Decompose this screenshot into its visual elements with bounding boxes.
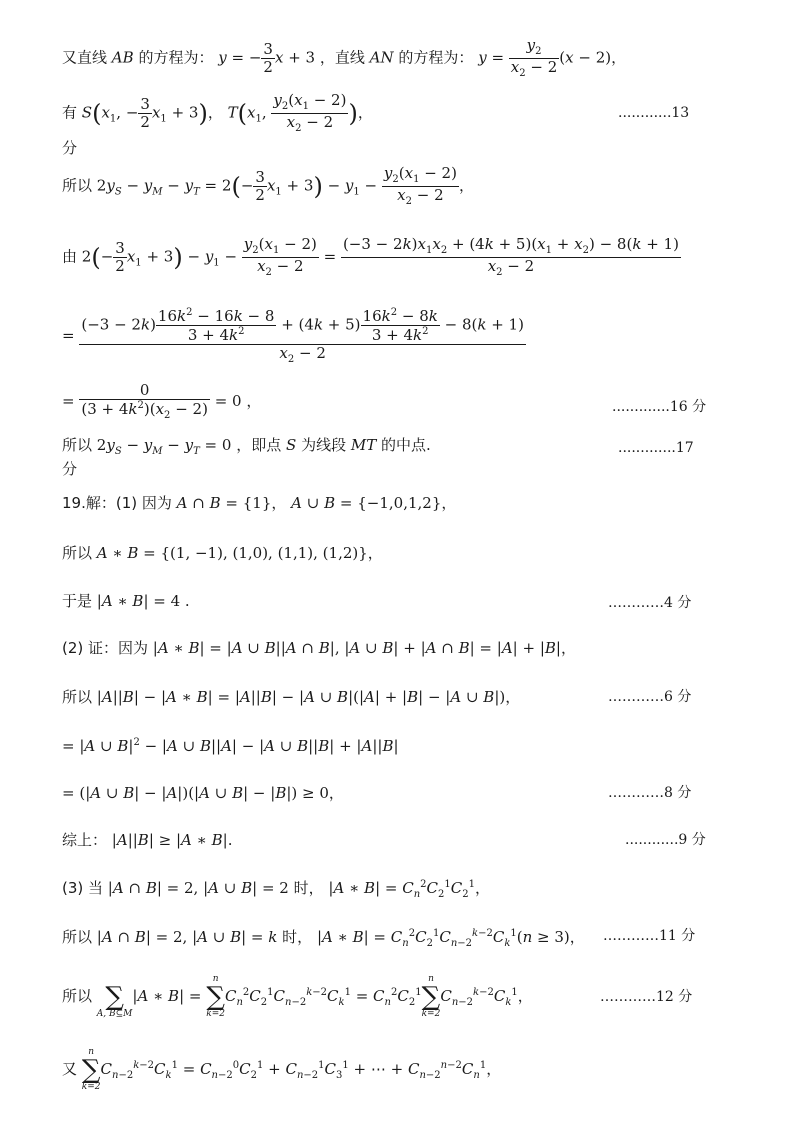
line-19-1: 19.解：(1) 因为 A ∩ B = {1}， A ∪ B = {−1,0,1,2}， xyxy=(62,494,457,512)
line-general-k: 所以 |A ∩ B| = 2, |A ∪ B| = k 时， |A ∗ $B| = C_n^2C_2^1C_{n-2}^{k-2}C_k^1(n \ge 3)$， xyxy=(62,928,585,949)
line-astar-b: 所以 A ∗ B = {(1, −1), (1,0), (1,1), (1,2)}， xyxy=(62,544,383,562)
line-expand: = |A ∪ $B|^2 - |A$ ∪ B||A| − |A ∪ B||B| + |A||B| xyxy=(62,737,399,755)
text: 所以 xyxy=(62,436,93,454)
text: 所以 xyxy=(62,544,93,562)
line-big-fraction: = (−3 − 2k) $\frac{16k^2 - 16k - 8}{3 + 4k^2}$ + (4k + 5) $\frac{16k^2 - 8k}{3 + 4k^2}$ − 8(k + 1) $x_2 - 2$ xyxy=(62,307,524,365)
text: 由 xyxy=(62,247,78,266)
line-yushi: 于是 |A ∗ B| = 4 . xyxy=(62,592,190,610)
line-again-sum: 又 n ∑ k=2 $C_{n-2}^{k-2}C_k^1 = C_{n-2}^0C_2^1 + C_{n-2}^1C_3^1$ + ⋯ + $C_{n-2}^{n-2}C_n^1$， xyxy=(62,1047,502,1092)
text: 时， xyxy=(282,928,313,946)
text: ，直线 xyxy=(319,48,365,67)
text: ，即点 xyxy=(236,436,282,454)
line-2ys: 所以 $2y_S - y_M - y_T = 2(-$ $\frac{3}{2}$ $x_1 + 3) - y_1$ − $\frac{y_2(x_1 - 2)}{x_2 - 2}$ ， xyxy=(62,164,474,207)
line-19-2: (2) 证：因为 |A ∗ B| = |A ∪ B||A ∩ B|, |A ∪ B| + |A ∩ B| = |A| + |B|， xyxy=(62,639,576,657)
text: 分 xyxy=(62,460,78,478)
score-16: .............16 分 xyxy=(612,399,707,415)
text: 所以 xyxy=(62,176,93,195)
line-you: 由 2(− $\frac{3}{2}$ $x_1 + 3) - y_1$ − $\frac{y_2(x_1 - 2)}{x_2 - 2}$ = $\frac{(-3 - 2k)x_1x_2 + (4k + 5)(x_1 + x_2) - 8(k + 1)}{x_2 - 2}$ xyxy=(62,235,679,278)
text: 有 xyxy=(62,103,78,122)
line-sum: 所以 ∑ A, B⊆M |A ∗ B| = n ∑ k=2 $C_n^2C_2^1C_{n-2}^{k-2}C_k^1 = C_n^2C_2^1$ n ∑ k=2 $C_{n-2}^{k-2}C_k^1$， xyxy=(62,974,533,1019)
score-4: …………4 分 xyxy=(608,595,692,611)
text: 的方程为： xyxy=(138,48,214,67)
score-17: .............17 xyxy=(618,440,694,456)
text: (2) 证：因为 xyxy=(62,639,149,657)
line-fen xyxy=(62,141,77,156)
score-9: ............9 分 xyxy=(625,832,706,848)
score-12: …………12 分 xyxy=(600,989,693,1005)
text: 的中点 xyxy=(381,436,427,454)
text: 19.解：(1) 因为 xyxy=(62,494,172,512)
text: 时， xyxy=(293,879,324,897)
text: 综上： xyxy=(62,831,108,849)
line-zero: = $\frac{0}{(3 + 4k^2)(x_2 - 2)}$ = 0 ， xyxy=(62,381,262,421)
text: 所以 xyxy=(62,688,93,706)
text: 分 xyxy=(62,139,78,157)
text: 所以 xyxy=(62,928,93,946)
score-13: ............13 xyxy=(618,105,690,121)
text: 又直线 xyxy=(62,48,108,67)
line-midpoint: 所以 $2y_S - y_M - y_T = 0$ ，即点 S 为线段 MT 的中点. xyxy=(62,436,431,457)
score-6: …………6 分 xyxy=(608,689,692,705)
text: 为线段 xyxy=(301,436,347,454)
text: 的方程为： xyxy=(398,48,474,67)
line-conclusion: 综上： |A||B| ≥ |A ∗ B|. xyxy=(62,831,233,849)
line-points-s-t: 有 $S(x_1$, − $\frac{3}{2}$ $x_1 + 3$)， $T(x_1$, $\frac{y_2(x_1 - 2)}{x_2 - 2}$ )， xyxy=(62,91,373,134)
line-suoyi-ab: 所以 |A||B| − |A ∗ B| = |A||B| − |A ∪ B|(|A| + |B| − |A ∪ B|)， xyxy=(62,688,521,706)
line-19-3: (3) 当 |A ∩ B| = 2, |A ∪ B| = 2 时， |A ∗ $B| = C_n^2C_2^1C_2^1$， xyxy=(62,879,491,900)
text: 于是 xyxy=(62,592,93,610)
text: 又 xyxy=(62,1060,78,1078)
score-8: …………8 分 xyxy=(608,785,692,801)
text: (3) 当 xyxy=(62,879,104,897)
score-11: …………11 分 xyxy=(603,928,696,944)
line-factor: = (|A ∪ B| − |A|)(|A ∪ B| − |B|) ≥ 0， xyxy=(62,784,344,802)
line-fen-2 xyxy=(62,462,77,477)
text: 所以 xyxy=(62,987,93,1005)
line-ab-an-equations: 又直线 AB 的方程为： y = − $\frac{3}{2}$ x + 3 ，直线 AN 的方程为： y = $\frac{y_2}{x_2 - 2}$ (x − 2)， xyxy=(62,36,627,79)
